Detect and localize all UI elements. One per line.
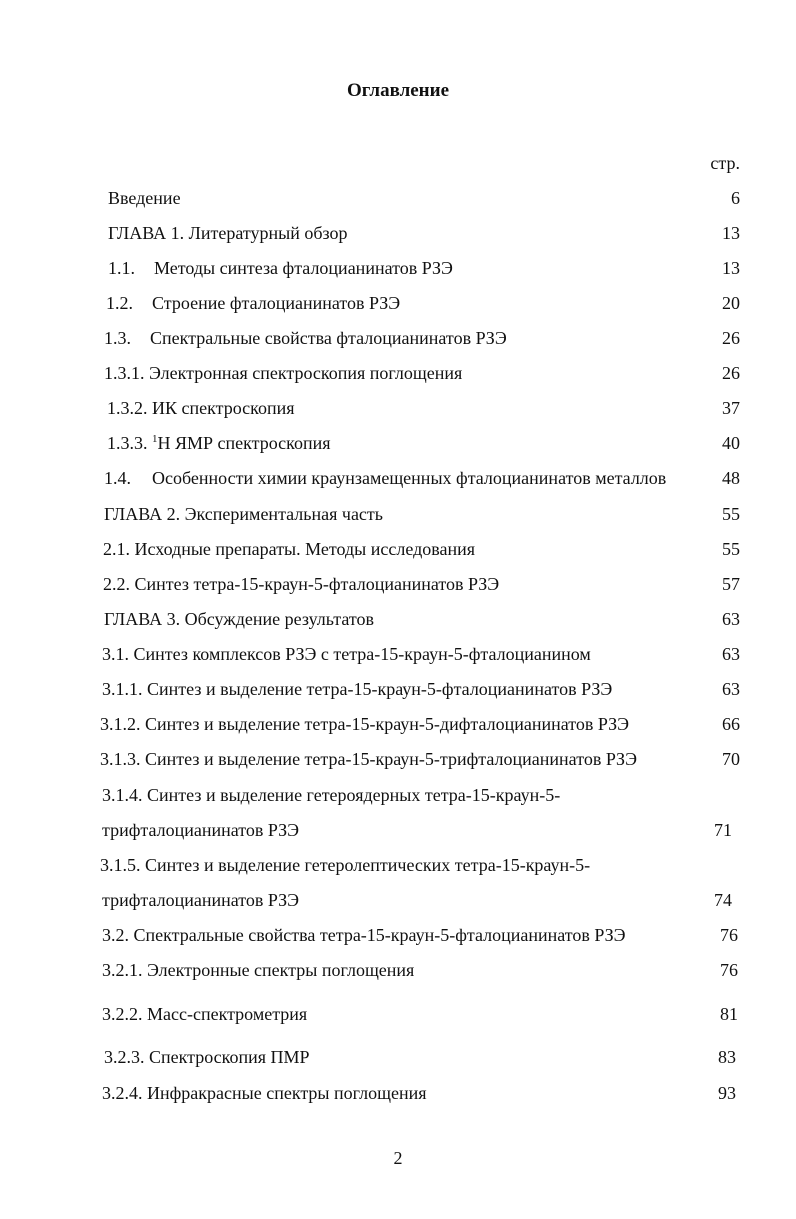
toc-entry-page: 70	[722, 749, 740, 769]
toc-entry-text: ГЛАВА 2. Экспериментальная часть	[104, 504, 383, 524]
toc-entry-text: 2.1. Исходные препараты. Методы исследования	[103, 539, 476, 559]
toc-entry-text: 3.2.4. Инфракрасные спектры поглощения	[102, 1083, 427, 1103]
toc-entry-number: 1.3.	[104, 328, 131, 348]
toc-entry-text: ГЛАВА 1. Литературный обзор	[108, 223, 348, 243]
toc-entry-page: 57	[722, 574, 740, 594]
toc-entry-page: 55	[722, 539, 740, 559]
toc-entry-page: 63	[722, 609, 740, 629]
toc-entry-text: 3.2.3. Спектроскопия ПМР	[104, 1047, 310, 1067]
toc-entry-number: 1.4.	[104, 468, 131, 488]
toc-entry-text: 3.1.3. Синтез и выделение тетра-15-краун-5-трифталоцианинатов РЗЭ	[100, 749, 637, 769]
toc-entry-text: Особенности химии краунзамещенных фталоцианинатов металлов	[152, 468, 667, 488]
toc-entry-number: 1.2.	[106, 293, 133, 313]
toc-entry-text: 1.3.1. Электронная спектроскопия поглощения	[104, 363, 463, 383]
toc-entry-page: 55	[722, 504, 740, 524]
toc-entry	[108, 257, 453, 279]
toc-entry-page: 26	[722, 328, 740, 348]
toc-entry-text: Н ЯМР спектроскопия	[157, 433, 331, 453]
toc-entry-page: 74	[714, 890, 732, 910]
toc-entry-text: 3.2.2. Масс-спектрометрия	[102, 1004, 308, 1024]
toc-entry	[104, 467, 666, 489]
toc-entry-page: 81	[720, 1004, 738, 1024]
page-number: 2	[393, 1148, 403, 1168]
toc-entry	[107, 432, 331, 454]
toc-entry	[106, 292, 400, 314]
toc-entry-text: 1.3.2. ИК спектроскопия	[107, 398, 295, 418]
toc-entry-text: ГЛАВА 3. Обсуждение результатов	[104, 609, 375, 629]
toc-entry-text: трифталоцианинатов РЗЭ	[102, 890, 300, 910]
toc-entry-page: 40	[722, 433, 740, 453]
superscript: 1	[152, 433, 158, 445]
toc-entry-page: 76	[720, 960, 738, 980]
toc-entry-text: 3.1.5. Синтез и выделение гетеролептических тетра-15-краун-5-	[100, 855, 591, 875]
toc-entry	[104, 327, 507, 349]
toc-entry-number: 1.1.	[108, 258, 135, 278]
toc-entry-text: 2.2. Синтез тетра-15-краун-5-фталоцианинатов РЗЭ	[103, 574, 500, 594]
page-column-label: стр.	[710, 153, 740, 173]
toc-entry-text: 3.2. Спектральные свойства тетра-15-краун-5-фталоцианинатов РЗЭ	[102, 925, 626, 945]
toc-entry-text: трифталоцианинатов РЗЭ	[102, 820, 300, 840]
toc-entry-page: 63	[722, 644, 740, 664]
toc-entry-text: Спектральные свойства фталоцианинатов РЗЭ	[150, 328, 507, 348]
toc-entry-page: 37	[722, 398, 740, 418]
toc-entry-text: 3.2.1. Электронные спектры поглощения	[102, 960, 415, 980]
toc-entry-text: 3.1.1. Синтез и выделение тетра-15-краун-5-фталоцианинатов РЗЭ	[102, 679, 613, 699]
toc-entry-page: 26	[722, 363, 740, 383]
toc-entry-text: 3.1. Синтез комплексов РЗЭ с тетра-15-краун-5-фталоцианином	[102, 644, 591, 664]
toc-entry-text: 3.1.2. Синтез и выделение тетра-15-краун-5-дифталоцианинатов РЗЭ	[100, 714, 630, 734]
toc-entry-text: Методы синтеза фталоцианинатов РЗЭ	[154, 258, 453, 278]
toc-entry-page: 71	[714, 820, 732, 840]
toc-entry-text: 3.1.4. Синтез и выделение гетероядерных тетра-15-краун-5-	[102, 785, 561, 805]
toc-entry-page: 13	[722, 258, 740, 278]
toc-entry-page: 20	[722, 293, 740, 313]
toc-entry-number: 1.3.3.	[107, 433, 148, 453]
toc-entry-page: 63	[722, 679, 740, 699]
toc-entry-text: Введение	[108, 188, 181, 208]
toc-entry-page: 66	[722, 714, 740, 734]
toc-title: Оглавление	[346, 80, 450, 101]
toc-entry-page: 6	[731, 188, 740, 208]
toc-entry-page: 76	[720, 925, 738, 945]
toc-entry-page: 93	[718, 1083, 736, 1103]
toc-entry-page: 13	[722, 223, 740, 243]
toc-entry-page: 83	[718, 1047, 736, 1067]
toc-entry-text: Строение фталоцианинатов РЗЭ	[152, 293, 401, 313]
toc-entry-page: 48	[722, 468, 740, 488]
